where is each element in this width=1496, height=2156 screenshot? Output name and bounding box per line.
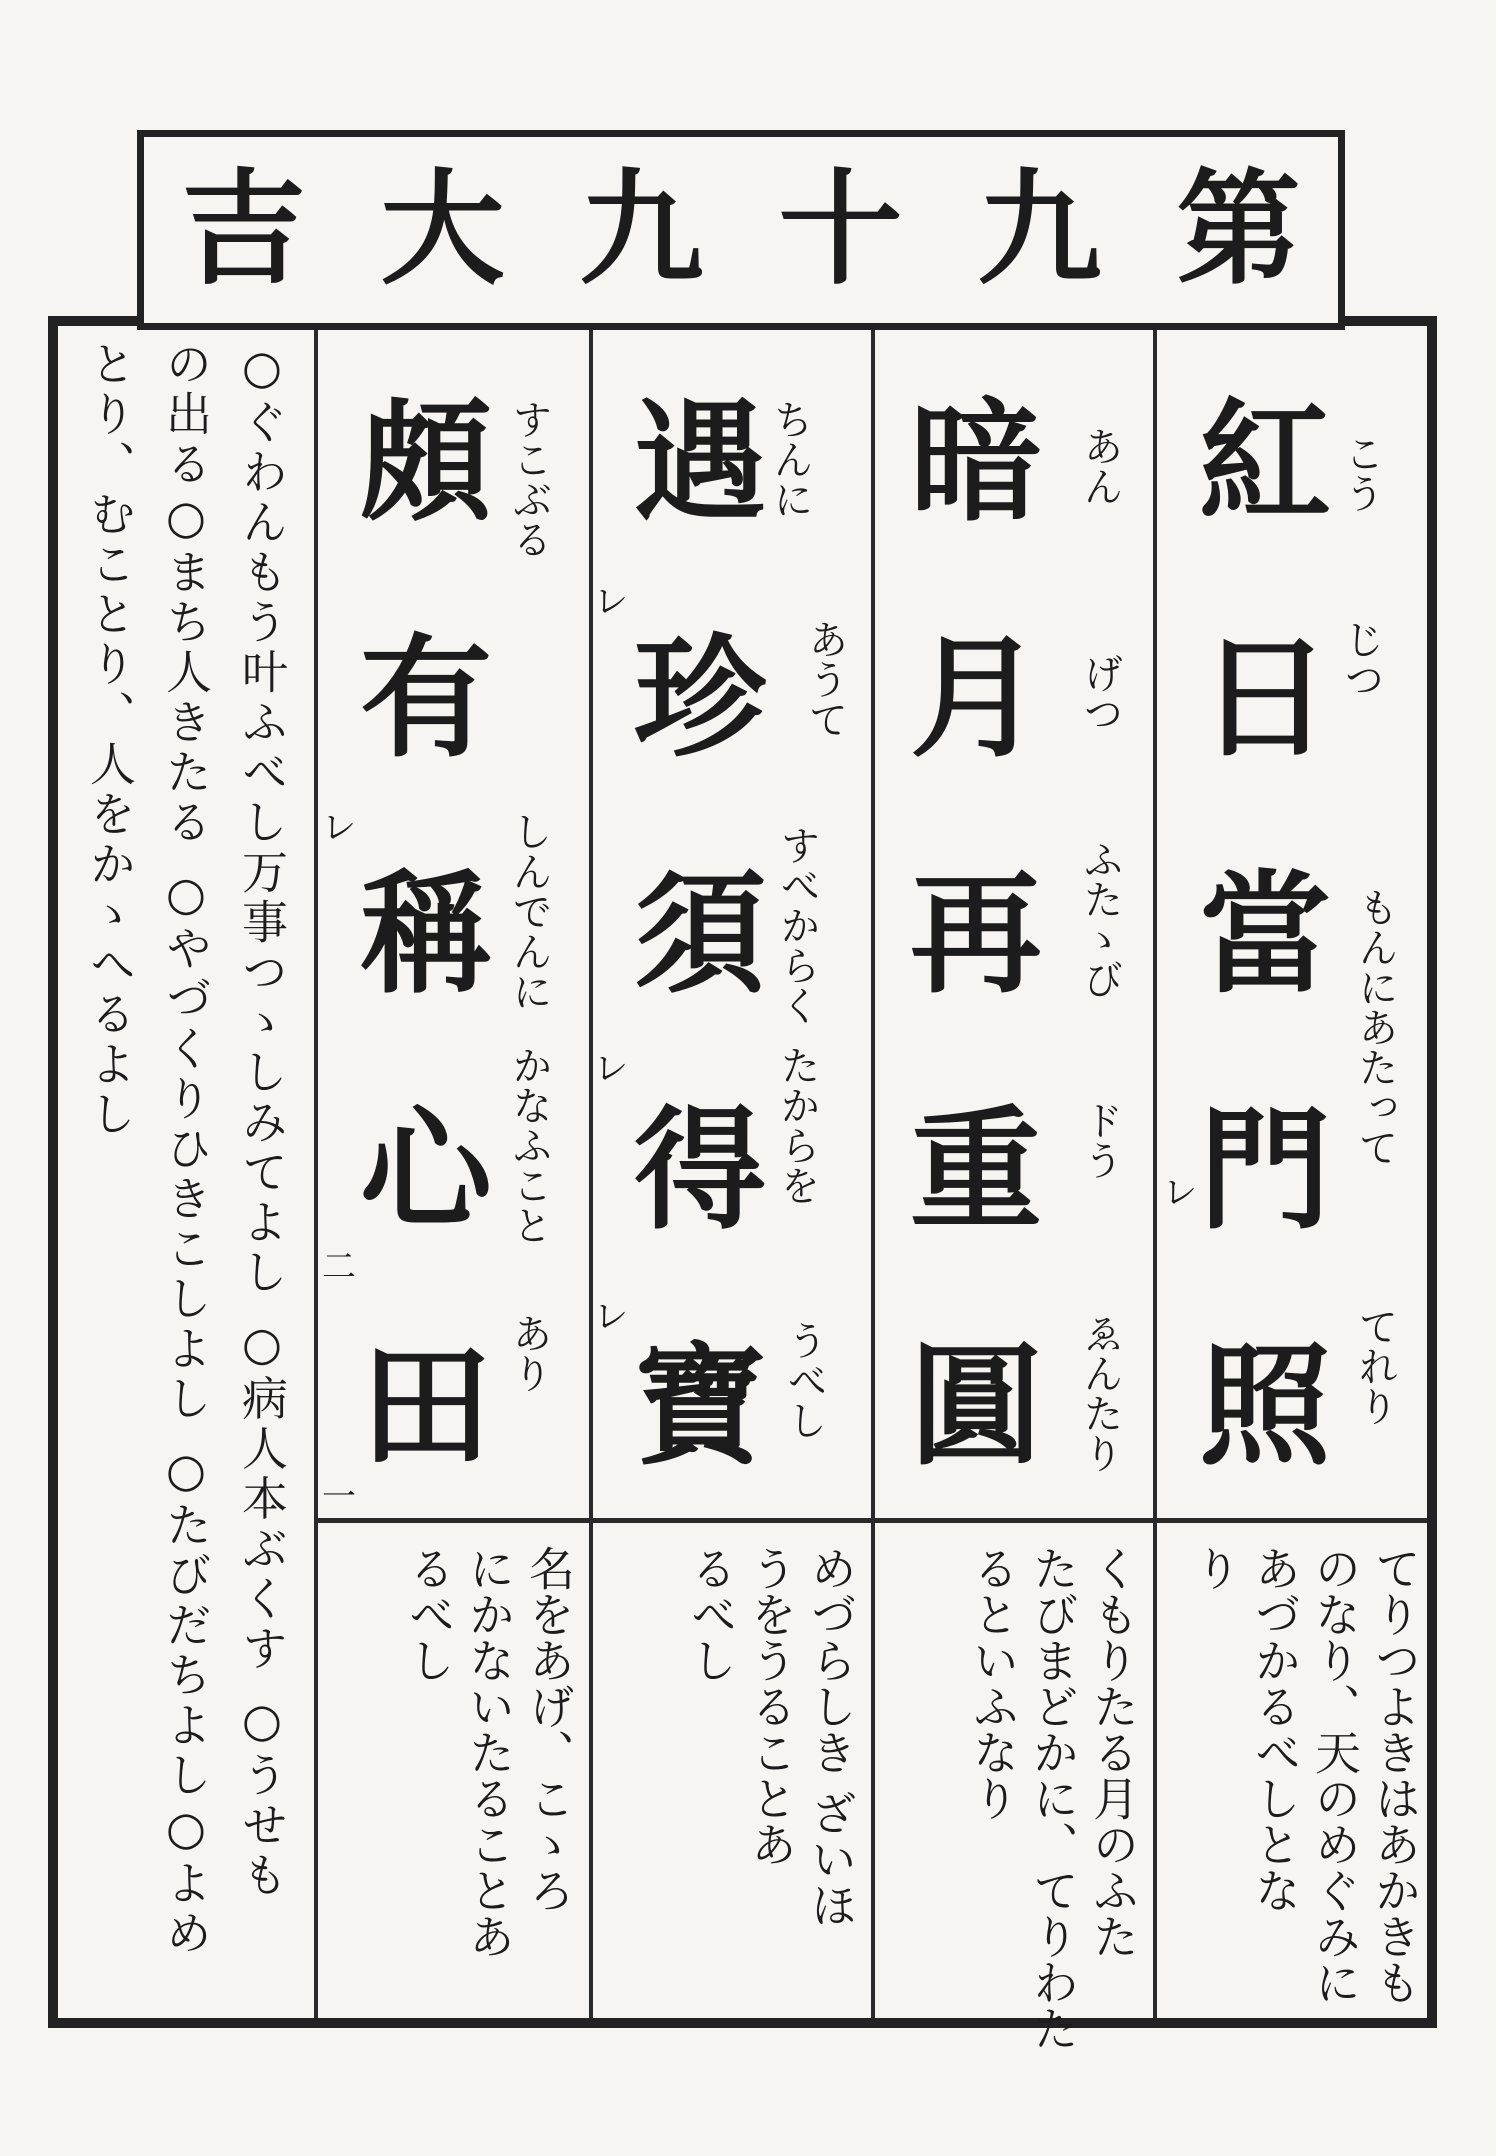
furigana-reading: すべからく (774, 825, 820, 1025)
poem-kanji: 田 (360, 1329, 492, 1484)
poem-kanji: 珍 (634, 621, 766, 776)
furigana-reading: ちんに (767, 399, 813, 519)
explanation-line: うをうることあ (744, 1545, 798, 1867)
poem-kanji: 稱 (360, 857, 492, 1012)
furigana-reading: すこぶる (506, 399, 552, 559)
explanation-line: のなり、天のめぐみに (1308, 1545, 1362, 2005)
furigana-reading: しんでんに (506, 811, 552, 1011)
explanation-line: あづかるべしとな (1248, 1545, 1302, 1913)
explanation-line: るべし (402, 1545, 456, 1683)
fortune-title: 第九十九大吉 (181, 157, 1376, 302)
explanation-line: にかないたることあ (462, 1545, 516, 1959)
column-divider (871, 326, 875, 2018)
explanation-line: 名をあげ、こゝろ (522, 1545, 576, 1913)
poem-kanji: 月 (910, 621, 1042, 776)
notes-line: とり、むことり、人をかゝへるよし (83, 340, 137, 1140)
explanation-line: るといふなり (966, 1545, 1020, 1821)
poem-kanji: 門 (1199, 1093, 1331, 1248)
explanation-line: るべし (684, 1545, 738, 1683)
poem-kanji: 紅 (1199, 385, 1331, 540)
furigana-reading: かなふこと (506, 1045, 552, 1245)
poem-explanation (326, 1545, 579, 2015)
furigana-reading: うべし (781, 1320, 827, 1440)
poem-kanji: 日 (1199, 621, 1331, 776)
kaeriten-mark: レ (594, 1297, 628, 1337)
kaeriten-mark: 一 (322, 1477, 356, 1517)
poem-explanation (883, 1545, 1143, 2051)
column-divider (1153, 326, 1157, 2018)
furigana-reading: あり (506, 1313, 552, 1393)
poem-kanji: 暗 (910, 385, 1042, 540)
poem-explanation (1165, 1545, 1425, 2015)
column-divider (589, 326, 593, 2018)
notes-line: ○ぐわんもう叶ふべし万事つゝしみてよし ○病人本ぶくす ○うせも (235, 340, 289, 1902)
notes-line: の出る○まち人きたる ○やづくりひきこしよし ○たびだちよし○よめ (159, 340, 213, 1960)
kaeriten-mark: レ (594, 1049, 628, 1089)
row-divider (316, 1518, 1427, 1523)
furigana-reading: じつ (1338, 619, 1384, 699)
kaeriten-mark: 二 (322, 1247, 356, 1287)
explanation-line: めづらしき ざいほ (804, 1545, 858, 1928)
explanation-line: り (1188, 1545, 1242, 1591)
kaeriten-mark: レ (322, 808, 356, 848)
furigana-reading: もんにあたって (1352, 887, 1398, 1167)
poem-kanji: 寶 (634, 1329, 766, 1484)
poem-kanji: 頗 (360, 385, 492, 540)
furigana-reading: ふたゝび (1077, 839, 1123, 999)
poem-kanji: 心 (360, 1093, 492, 1248)
poem-kanji: 須 (634, 857, 766, 1012)
explanation-line: てりつよきはあかきも (1368, 1545, 1422, 2005)
furigana-reading: あうて (802, 619, 848, 739)
furigana-reading: てれり (1352, 1306, 1398, 1426)
kaeriten-mark: レ (594, 582, 628, 622)
poem-explanation (601, 1545, 861, 2015)
column-divider (314, 326, 318, 2018)
explanation-line: くもりたる月のふた (1086, 1545, 1140, 1959)
poem-kanji: 有 (360, 621, 492, 776)
poem-kanji: 重 (910, 1093, 1042, 1248)
explanation-line: たびまどかに、てりわた (1026, 1545, 1080, 2051)
poem-kanji: 再 (910, 857, 1042, 1012)
title-box (137, 130, 1376, 330)
poem-kanji: 當 (1199, 857, 1331, 1012)
furigana-reading: あん (1077, 426, 1123, 506)
poem-kanji: 得 (634, 1093, 766, 1248)
furigana-reading: たからを (774, 1045, 820, 1205)
poem-kanji: 照 (1199, 1329, 1331, 1484)
furigana-reading: げつ (1077, 653, 1123, 733)
kaeriten-mark: レ (1163, 1173, 1197, 1213)
poem-kanji: 遇 (634, 385, 766, 540)
furigana-reading: こう (1338, 433, 1384, 513)
poem-kanji: 圓 (910, 1329, 1042, 1484)
furigana-reading: ドう (1077, 1100, 1123, 1180)
furigana-reading: ゑんたり (1077, 1313, 1123, 1473)
general-notes (70, 340, 300, 2010)
